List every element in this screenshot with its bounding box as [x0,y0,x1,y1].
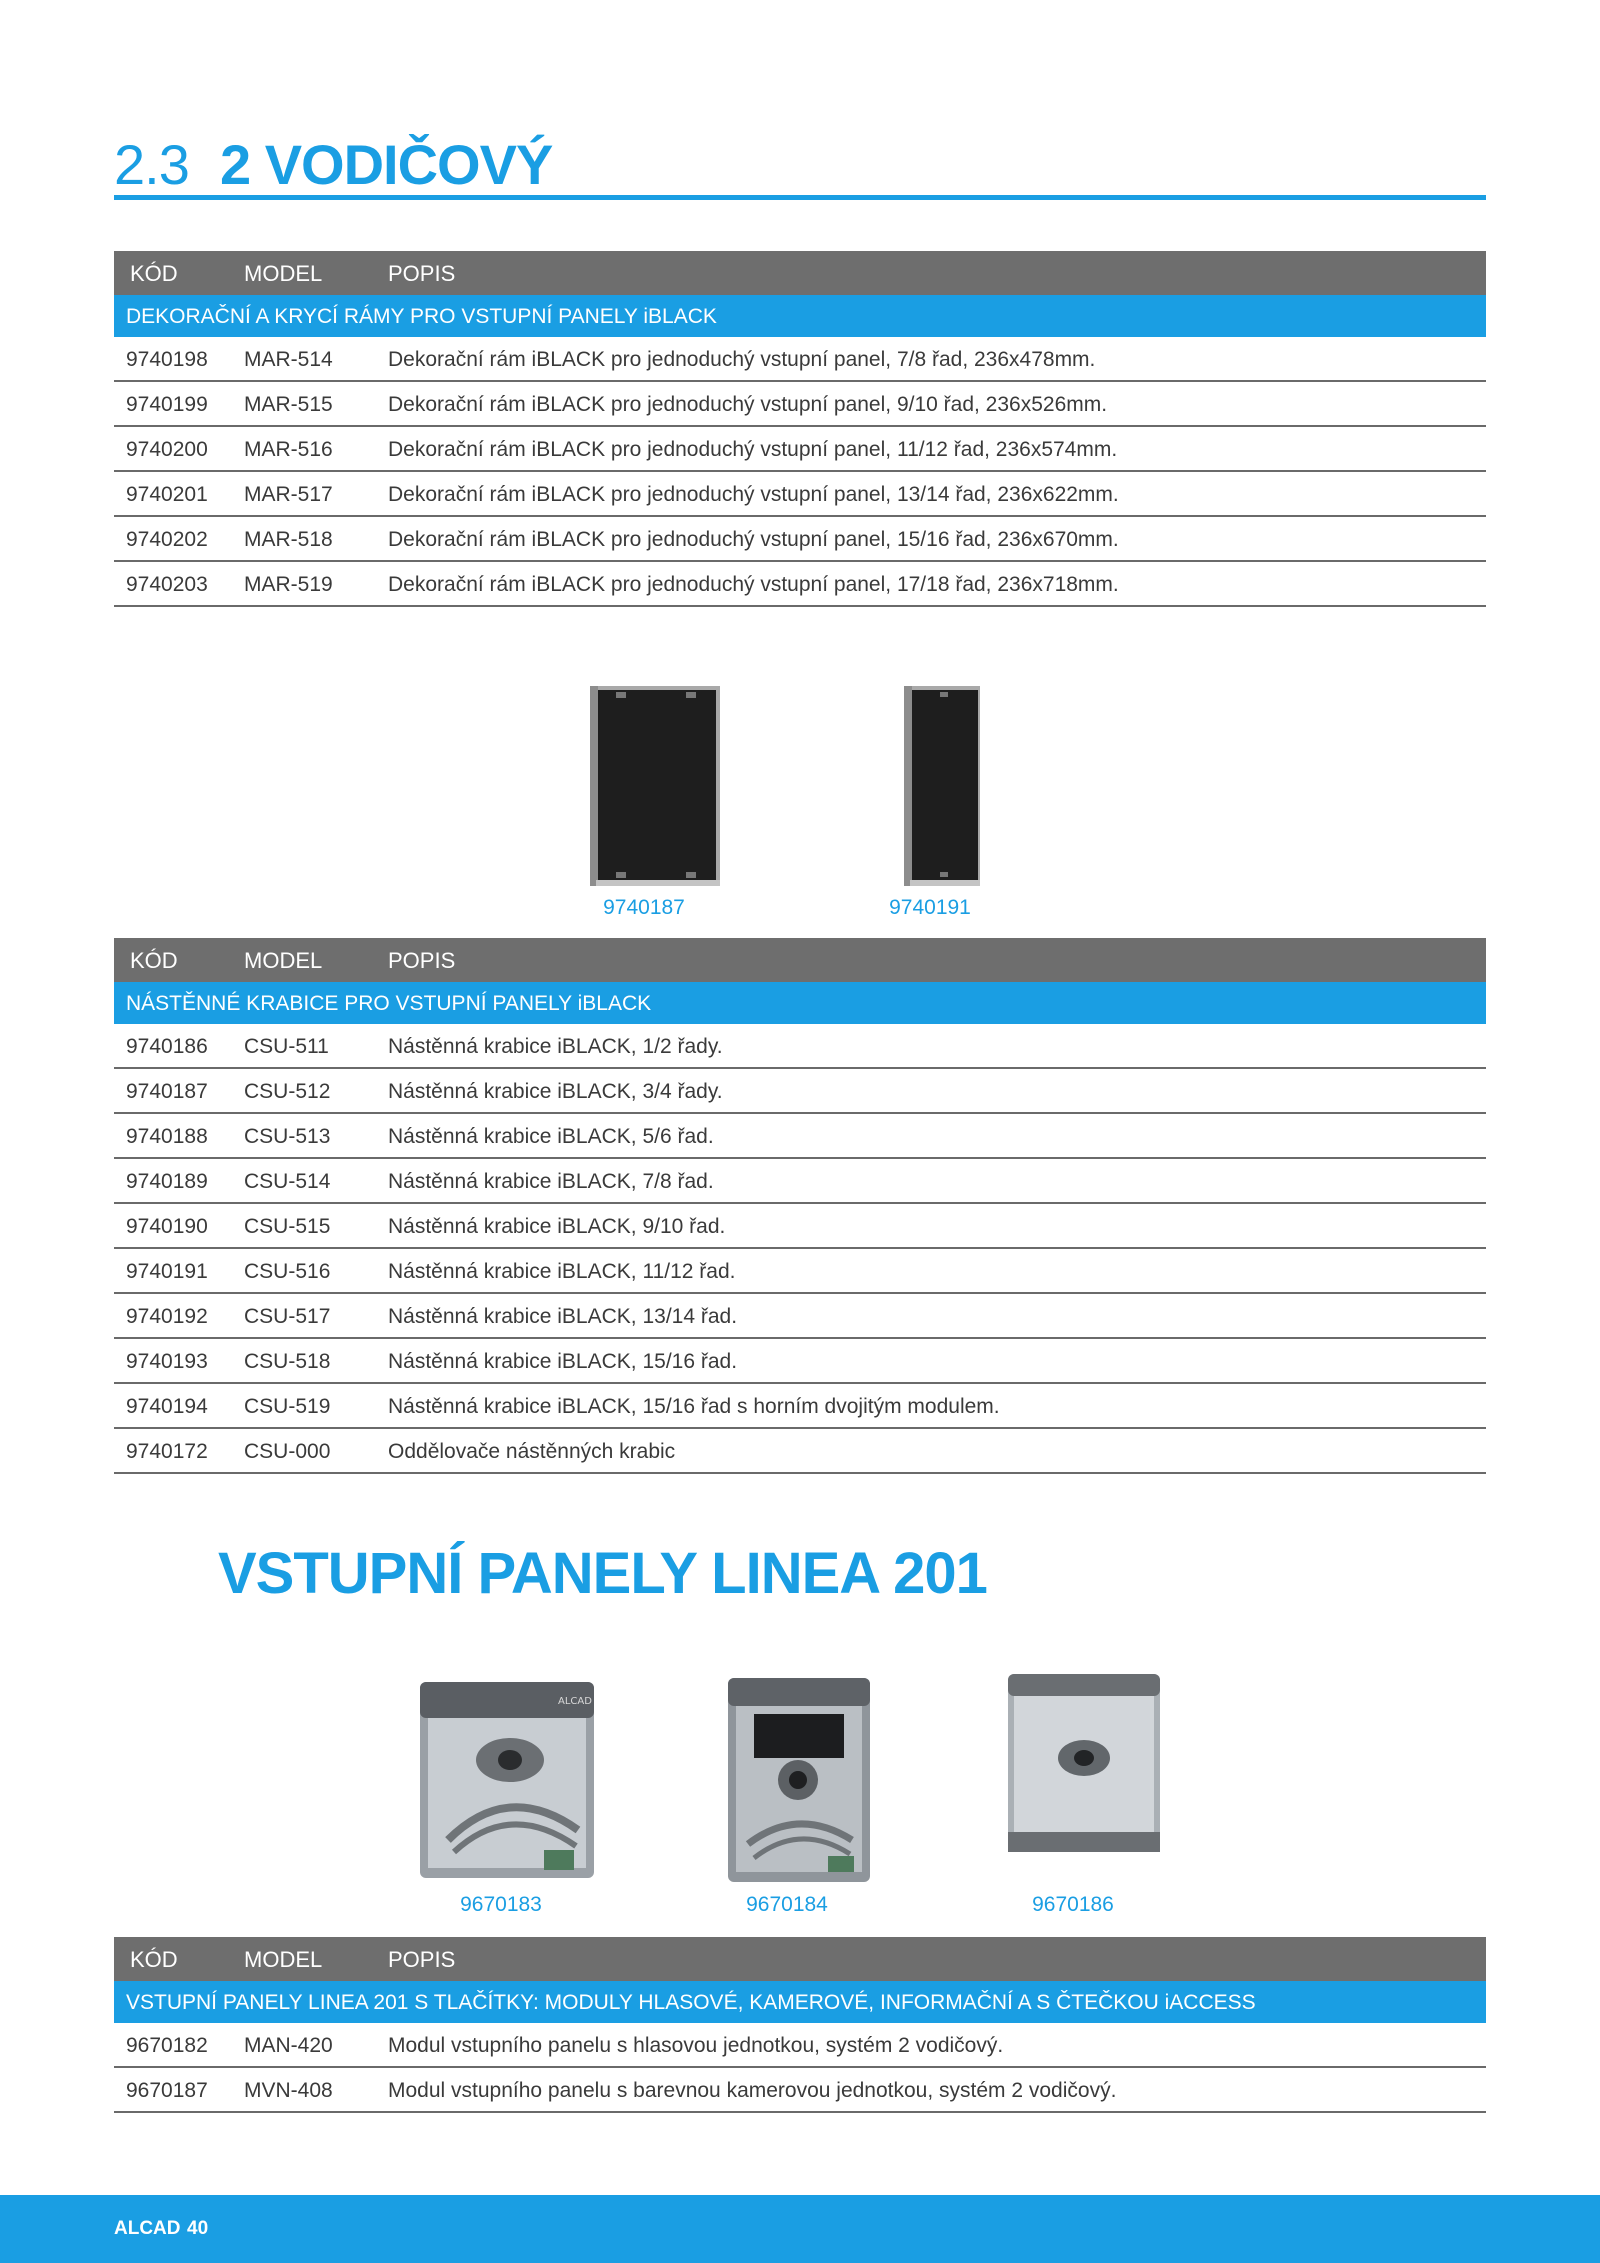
row-description: Dekorační rám iBLACK pro jednoduchý vstupní panel, 9/10 řad, 236x526mm. [388,393,1108,416]
page-footer [0,2195,1600,2263]
footer-brand: ALCAD [114,2218,181,2239]
row-description: Modul vstupního panelu s barevnou kamerovou jednotkou, systém 2 vodičový. [388,2079,1117,2102]
table-row [114,1024,1486,1069]
row-model: MAR-514 [244,348,333,371]
header-model: MODEL [244,1947,323,1972]
category-row [114,295,1486,337]
image-caption: 9670183 [460,1893,542,1916]
row-model: CSU-000 [244,1440,331,1463]
section-number: 2.3 [114,133,189,196]
row-model: MAR-516 [244,438,333,461]
image-caption: 9670184 [746,1893,828,1916]
linea-panels-table [114,1937,1486,2113]
table-row [114,1339,1486,1384]
row-model: CSU-511 [244,1035,329,1058]
image-caption: 9670186 [1032,1893,1114,1916]
header-description: POPIS [388,1947,456,1972]
table-row [114,562,1486,607]
table-row [114,337,1486,382]
row-code: 9740198 [126,348,208,371]
row-description: Dekorační rám iBLACK pro jednoduchý vstupní panel, 7/8 řad, 236x478mm. [388,348,1096,371]
category-label: DEKORAČNÍ A KRYCÍ RÁMY PRO VSTUPNÍ PANELY iBLACK [126,305,717,328]
wall-box-image-wide [586,684,726,894]
row-model: CSU-512 [244,1080,331,1103]
table-row [114,382,1486,427]
table-header [114,251,1486,295]
header-model: MODEL [244,948,323,973]
table-header [114,938,1486,982]
row-code: 9740200 [126,438,208,461]
table-row [114,2023,1486,2068]
row-model: CSU-519 [244,1395,331,1418]
category-row [114,982,1486,1024]
row-model: CSU-518 [244,1350,331,1373]
row-code: 9740192 [126,1305,208,1328]
row-description: Nástěnná krabice iBLACK, 13/14 řad. [388,1305,738,1328]
table-row [114,1069,1486,1114]
row-code: 9740190 [126,1215,208,1238]
row-description: Nástěnná krabice iBLACK, 5/6 řad. [388,1125,714,1148]
table-row [114,472,1486,517]
table-row [114,1114,1486,1159]
header-code: KÓD [130,261,178,286]
image-caption: 9740191 [889,896,971,919]
wall-boxes-table [114,938,1486,1474]
header-code: KÓD [130,948,178,973]
row-model: MAR-518 [244,528,333,551]
row-model: MAR-515 [244,393,333,416]
row-code: 9740191 [126,1260,208,1283]
category-label: NÁSTĚNNÉ KRABICE PRO VSTUPNÍ PANELY iBLACK [126,992,652,1015]
table-row [114,1384,1486,1429]
section-title [114,132,1486,200]
header-description: POPIS [388,261,456,286]
row-model: CSU-516 [244,1260,331,1283]
row-code: 9740203 [126,573,208,596]
table-row [114,2068,1486,2113]
row-code: 9740188 [126,1125,208,1148]
row-code: 9740187 [126,1080,208,1103]
row-model: MVN-408 [244,2079,333,2102]
row-description: Nástěnná krabice iBLACK, 15/16 řad s horním dvojitým modulem. [388,1395,1000,1418]
row-model: CSU-514 [244,1170,331,1193]
row-code: 9740172 [126,1440,208,1463]
row-code: 9670182 [126,2034,208,2057]
row-description: Dekorační rám iBLACK pro jednoduchý vstupní panel, 11/12 řad, 236x574mm. [388,438,1118,461]
row-description: Modul vstupního panelu s hlasovou jednotkou, systém 2 vodičový. [388,2034,1004,2057]
wall-box-image-narrow [900,684,984,894]
row-model: CSU-517 [244,1305,331,1328]
table-row [114,1204,1486,1249]
category-label: VSTUPNÍ PANELY LINEA 201 S TLAČÍTKY: MODULY HLASOVÉ, KAMEROVÉ, INFORMAČNÍ A S ČTEČKOU iACCESS [126,1991,1256,2014]
header-model: MODEL [244,261,323,286]
row-code: 9740189 [126,1170,208,1193]
header-description: POPIS [388,948,456,973]
row-model: MAN-420 [244,2034,333,2057]
frames-table [114,251,1486,607]
table-row [114,1429,1486,1474]
section-name: 2 VODIČOVÝ [220,133,553,196]
category-row [114,1981,1486,2023]
row-code: 9740202 [126,528,208,551]
linea-subheading: VSTUPNÍ PANELY LINEA 201 [218,1541,987,1606]
row-model: CSU-515 [244,1215,331,1238]
linea-panel-camera-image [724,1676,874,1891]
row-code: 9670187 [126,2079,208,2102]
table-row [114,1159,1486,1204]
row-code: 9740201 [126,483,208,506]
header-code: KÓD [130,1947,178,1972]
table-row [114,427,1486,472]
row-description: Nástěnná krabice iBLACK, 7/8 řad. [388,1170,714,1193]
row-description: Oddělovače nástěnných krabic [388,1440,676,1463]
row-description: Nástěnná krabice iBLACK, 3/4 řady. [388,1080,723,1103]
panel-brand-label: ALCAD [558,1696,592,1707]
row-description: Nástěnná krabice iBLACK, 9/10 řad. [388,1215,726,1238]
row-code: 9740194 [126,1395,208,1418]
linea-panel-audio-image [418,1680,598,1887]
row-description: Nástěnná krabice iBLACK, 1/2 řady. [388,1035,723,1058]
row-code: 9740186 [126,1035,208,1058]
linea-panel-info-image [1006,1672,1162,1859]
row-description: Dekorační rám iBLACK pro jednoduchý vstupní panel, 13/14 řad, 236x622mm. [388,483,1119,506]
row-description: Nástěnná krabice iBLACK, 11/12 řad. [388,1260,736,1283]
row-model: CSU-513 [244,1125,331,1148]
page-number: 40 [187,2218,209,2239]
table-row [114,517,1486,562]
row-code: 9740193 [126,1350,208,1373]
image-caption: 9740187 [603,896,685,919]
row-description: Dekorační rám iBLACK pro jednoduchý vstupní panel, 15/16 řad, 236x670mm. [388,528,1119,551]
row-code: 9740199 [126,393,208,416]
row-model: MAR-519 [244,573,333,596]
row-model: MAR-517 [244,483,333,506]
row-description: Nástěnná krabice iBLACK, 15/16 řad. [388,1350,738,1373]
table-row [114,1294,1486,1339]
row-description: Dekorační rám iBLACK pro jednoduchý vstupní panel, 17/18 řad, 236x718mm. [388,573,1119,596]
table-header [114,1937,1486,1981]
table-row [114,1249,1486,1294]
